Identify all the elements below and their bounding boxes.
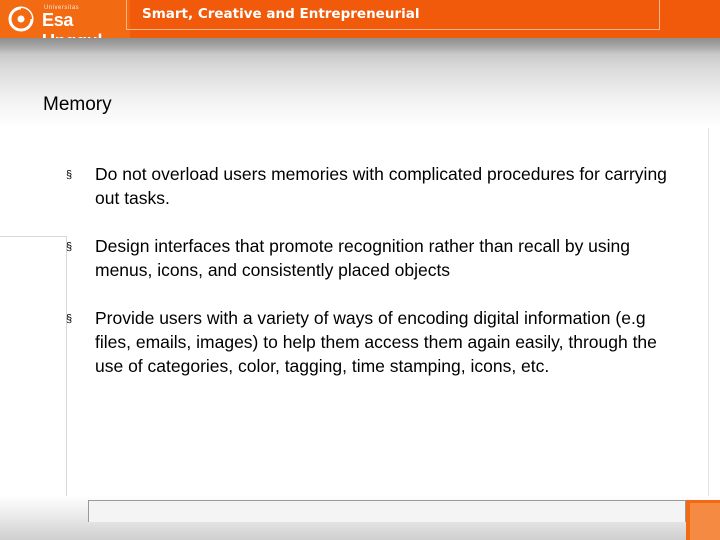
bullet-marker-icon: § <box>66 241 73 253</box>
slide-title: Memory <box>43 94 112 115</box>
decor-line <box>66 236 67 498</box>
bullet-text: Do not overload users memories with complicated procedures for carrying out tasks. <box>95 164 667 208</box>
footer-corner-accent-inner <box>690 503 720 540</box>
logo-text: Esa <box>42 10 74 30</box>
bullet-marker-icon: § <box>66 313 73 325</box>
top-shadow <box>0 38 720 54</box>
logo <box>0 0 130 38</box>
esa-unggul-logo-icon <box>8 6 34 32</box>
tagline: Smart, Creative and Entrepreneurial <box>142 6 420 22</box>
header-bar <box>0 0 720 38</box>
decor-line <box>708 128 709 498</box>
bullet-marker-icon: § <box>66 169 73 181</box>
decor-line <box>0 236 66 237</box>
footer-frame <box>88 500 686 522</box>
bullet-text: Design interfaces that promote recognition rather than recall by using menus, icons, and consistently placed objects <box>95 236 631 280</box>
logo-subtext: Universitas <box>44 5 80 11</box>
bullet-text: Provide users with a variety of ways of encoding digital information (e.g files, emails, images) to help them access them again easily, through the use of categories, color, tagging, time stamping, icons, etc. <box>95 308 657 376</box>
